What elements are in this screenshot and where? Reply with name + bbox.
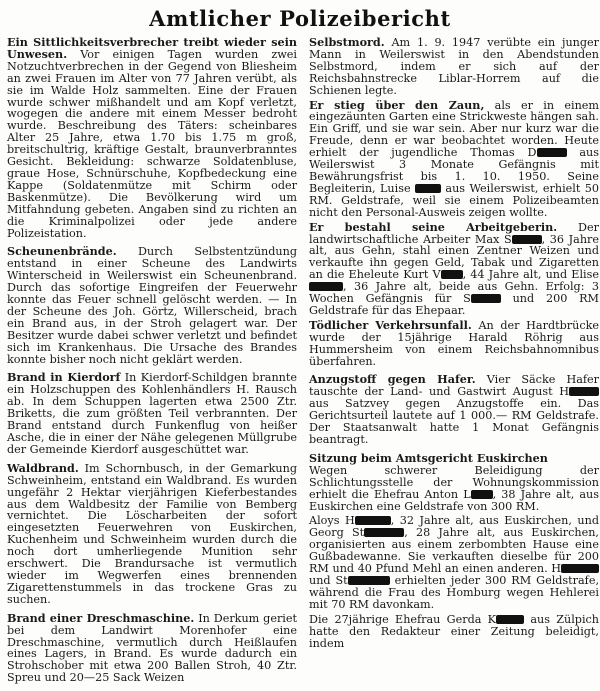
redaction-bar [364, 528, 404, 537]
article-body: Vier Säcke Hafer tauschte der Land- und Gastwirt August H [309, 373, 599, 399]
article-body: In Derkum geriet bei dem Landwirt Morenhofer eine Dreschmaschine, vermutlich durch Heißlaufen eines Lagers, in Brand. Es wurde dadurch ein Strohschober mit etwa 200 Ballen Stroh, 40 Ztr. Spreu und 20—25 Sack Weizen [7, 611, 297, 685]
right-column [309, 37, 599, 656]
redaction-bar [537, 148, 567, 157]
article-body: An der Hardtbrücke wurde der 15jährige Harald Röhrig aus Hummersheim von einem Reichsbahnomnibus überfahren. [309, 318, 599, 368]
article-body: Vor einigen Tagen wurden zwei Notzuchtverbrechen in der Gegend von Bliesheim an zwei Frauen im Alter von 77 Jahren verübt, als sie im Walde Holz sammelten. Eine der Frauen wurde schwer mißhandelt und am Kopf verletzt, wogegen die andere mit einem Messer bedroht wurde. Beschreibung des Täters: scheinbares Alter 25 Jahre, etwa 1.70 bis 1.75 m groß, breitschultrig, kräftige Gestalt, braunverbranntes Gesicht. Bekleidung: schwarze Soldatenbluse, graue Hose, Schnürschuhe, Kopfbedeckung eine Kappe (Soldatenmütze mit Schirm oder Baskenmütze). Die Bevölkerung wird um Mitfahndung gebeten. Angaben sind zu richten an die Kriminalpolizei oder jede andere Polizeistation. [7, 47, 297, 240]
redaction-bar [496, 615, 524, 624]
article-body: Aloys H [309, 514, 355, 528]
article-headline: Brand in Kierdorf [7, 370, 121, 385]
article-headline: Ein Sittlichkeitsverbrecher treibt wieder sein Unwesen. [7, 35, 297, 61]
redaction-bar [512, 235, 542, 244]
redaction-bar [471, 490, 493, 499]
article-headline: Waldbrand. [7, 460, 79, 475]
article-arbeitgeberin [309, 219, 600, 317]
article-body: Wegen schwerer Beleidigung der Schlichtungsstelle der Wohnungskommission erhielt die Ehefrau Anton L [309, 463, 599, 501]
redaction-bar [348, 576, 390, 585]
article-selbstmord [309, 37, 599, 97]
article-body: In Kierdorf-Schildgen brannte ein Holzschuppen des Kohlenhändlers H. Rausch ab. In dem Schuppen lagerten etwa 2500 Ztr. Briketts, die zum größten Teil verbrannten. Der Brand entstand durch Funkenflug von heißer Asche, die in einer der Nähe gelegenen Müllgrube der Gemeinde Kierdorf ausgeschüttet war. [7, 371, 297, 456]
article-body: aus Zülpich hatte den Redakteur einer Zeitung beleidigt, indem [309, 612, 599, 650]
redaction-bar [441, 270, 463, 279]
article-body: , 36 Jahre alt, aus Gehn, stahl einen Zentner Weizen und verkaufte ihn gegen Geld, Tabak und Zigaretten an die Eheleute Kurt V [309, 232, 600, 282]
article-zaun [309, 97, 600, 219]
article-body: und 200 RM Geldstrafe für das Ehepaar. [309, 292, 599, 317]
article-headline: Er stieg über den Zaun, [309, 97, 485, 112]
article-body: und St [309, 573, 348, 587]
article-headline: Tödlicher Verkehrsunfall. [309, 317, 472, 332]
article-body: aus Weilerswist, erhielt 50 RM. Geldstrafe, weil sie einem Polizeibeamten nicht den Personal-Ausweis zeigen wollte. [309, 181, 599, 219]
article-headline: Selbstmord. [309, 35, 385, 49]
redaction-bar [309, 282, 343, 291]
article-gussbadewanne [309, 515, 599, 610]
article-headline: Er bestahl seine Arbeitgeberin. [309, 219, 558, 234]
article-body: , 44 Jahre alt, und Elise [462, 268, 599, 282]
article-brand-kierdorf [7, 372, 297, 455]
article-sittlichkeitsverbrecher [7, 37, 297, 239]
article-body: , 36 Jahre alt, beide aus Gehn. Erfolg: 3 Wochen Gefängnis für S [309, 280, 599, 306]
redaction-bar [415, 184, 441, 193]
article-headline: Scheunenbrände. [7, 244, 117, 259]
article-beleidigung-redakteur [309, 614, 599, 650]
article-verkehrsunfall [309, 317, 599, 368]
article-body: Im Schornbusch, in der Gemarkung Schweinheim, entstand ein Waldbrand. Es wurden ungefähr 2 Hektar vierjährigen Kieferbestandes aus dem Waldbesitz der Familie von Bemberg vernichtet. Die Löscharbeiten der sofort eingesetzten Feuerwehren von Euskirchen, Kuchenheim und Schweinheim wurden durch die noch dort umherliegende Munition sehr erschwert. Die Brandursache ist vermutlich wieder im Wegwerfen eines brennenden Zigarettenstummels in das trockene Gras zu suchen. [7, 461, 297, 606]
article-body: Der landwirtschaftliche Arbeiter Max S [309, 220, 599, 246]
article-body: , 38 Jahre alt, aus Euskirchen eine Geldstrafe von 300 RM. [309, 487, 599, 513]
article-waldbrand [7, 460, 297, 606]
article-scheunenbraende [7, 246, 297, 365]
article-anzugstoff [309, 374, 599, 445]
page-title: Amtlicher Polizeibericht [149, 6, 451, 31]
left-column [7, 37, 297, 691]
article-amtsgericht [309, 450, 599, 513]
article-body: , 32 Jahre alt, aus Euskirchen, und Georg St [309, 514, 599, 540]
article-dreschmaschine [7, 610, 297, 685]
article-headline: Brand einer Dreschmaschine. [7, 610, 195, 625]
article-body: , 28 Jahre alt, aus Euskirchen, organisierten aus einem zerbombten Hause eine Gußbadewanne. Sie verkauften dieselbe für 200 RM und 40 Pfund Mehl an einen anderen. H [309, 526, 599, 576]
article-body: Die 27jährige Ehefrau Gerda K [309, 612, 497, 626]
redaction-bar [355, 516, 391, 525]
redaction-bar [471, 294, 501, 303]
article-headline: Sitzung beim Amtsgericht Euskirchen [309, 450, 548, 465]
redaction-bar [569, 387, 599, 396]
article-body: als er in einem eingezäunten Garten eine Strickweste hängen sah. Ein Griff, und sie war sein. Aber nur kurz war die Freude, denn er war beobachtet worden. Heute erhielt der jugendliche Thomas D [309, 98, 600, 160]
article-body: aus Weilerswist 3 Monate Gefängnis mit Bewährungsfrist bis 1. 10. 1950. Seine Begleiterin, Luise [309, 146, 599, 195]
article-body: aus Satzvey gegen Anzugstoffe ein. Das Gerichtsurteil lautete auf 1 000.— RM Geldstrafe. Der Staatsanwalt hatte 1 Monat Gefängnis beantragt. [309, 397, 599, 446]
article-headline: Anzugstoff gegen Hafer. [309, 372, 476, 387]
article-body: Durch Selbstentzündung entstand in einer Scheune des Landwirts Winterscheid in Weilerswist ein Scheunenbrand. Durch das sofortige Eingreifen der Feuerwehr konnte das Feuer schnell gelöscht werden. — In der Scheune des Joh. Görtz, Willerscheid, brach ein Brand aus, in der Stroh gelagert war. Der Besitzer wurde dabei schwer verletzt und befindet sich im Krankenhaus. Die Ursache des Brandes konnte bisher noch nicht geklärt werden. [7, 245, 297, 366]
article-body: erhielten jeder 300 RM Geldstrafe, während die Frau des Homburg wegen Hehlerei mit 70 RM davonkam. [309, 573, 600, 611]
article-body: Am 1. 9. 1947 verübte ein junger Mann in Weilerswist in den Abendstunden Selbstmord, indem er sich auf der Reichsbahnstrecke Liblar-Horrem auf die Schienen legte. [309, 36, 599, 97]
redaction-bar [561, 564, 599, 573]
